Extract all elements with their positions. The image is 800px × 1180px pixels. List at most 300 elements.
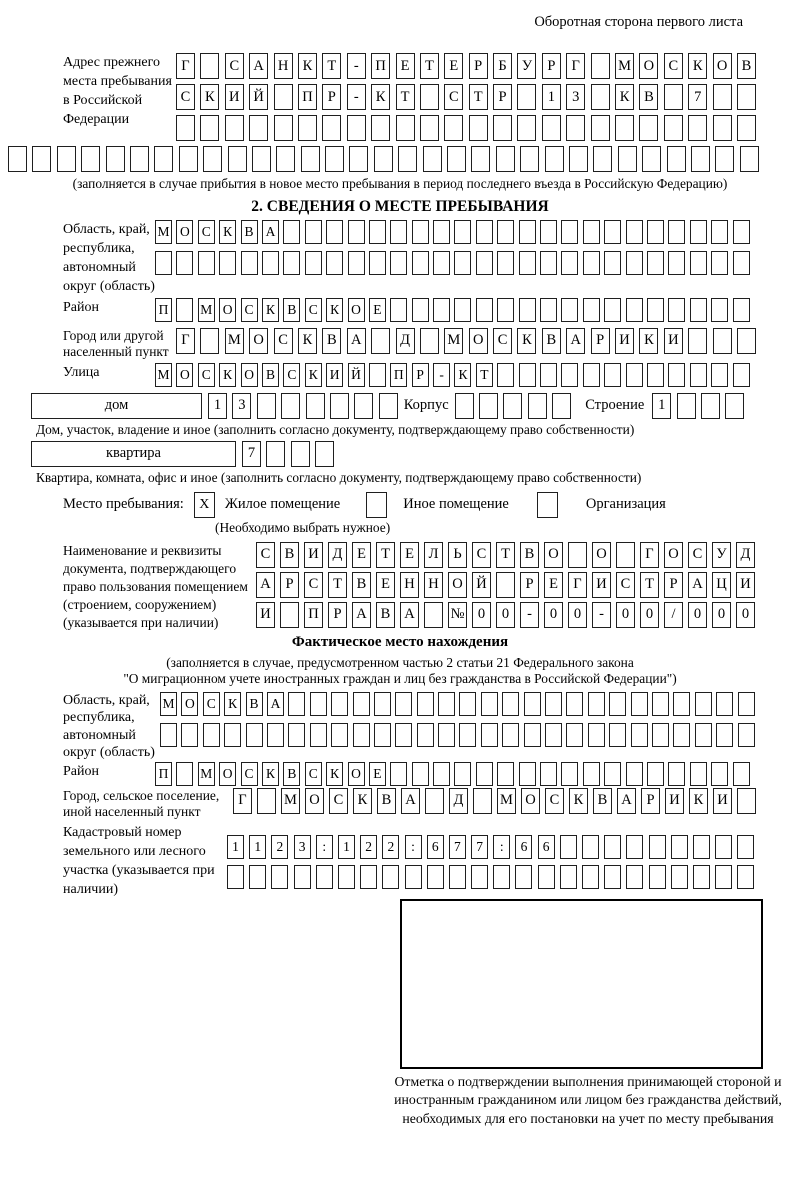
char-cell[interactable]: О bbox=[176, 363, 193, 387]
char-cell[interactable] bbox=[424, 602, 443, 628]
char-cell[interactable]: Т bbox=[476, 363, 493, 387]
char-cell[interactable] bbox=[283, 251, 300, 275]
char-cell[interactable]: К bbox=[298, 53, 317, 79]
char-cell[interactable] bbox=[203, 146, 222, 172]
char-cell[interactable] bbox=[668, 251, 685, 275]
char-cell[interactable] bbox=[542, 115, 561, 141]
char-cell[interactable] bbox=[291, 441, 310, 467]
char-cell[interactable] bbox=[203, 723, 220, 747]
char-cell[interactable] bbox=[298, 115, 317, 141]
char-cell[interactable]: К bbox=[639, 328, 658, 354]
char-cell[interactable]: О bbox=[219, 762, 236, 786]
char-cell[interactable]: И bbox=[665, 788, 684, 814]
char-cell[interactable]: К bbox=[224, 692, 241, 716]
char-cell[interactable] bbox=[667, 146, 686, 172]
char-cell[interactable]: 0 bbox=[616, 602, 635, 628]
char-cell[interactable] bbox=[354, 393, 373, 419]
char-cell[interactable] bbox=[626, 220, 643, 244]
char-cell[interactable]: В bbox=[352, 572, 371, 598]
char-cell[interactable]: И bbox=[592, 572, 611, 598]
char-cell[interactable]: С bbox=[545, 788, 564, 814]
char-cell[interactable] bbox=[715, 865, 732, 889]
char-cell[interactable]: В bbox=[639, 84, 658, 110]
char-cell[interactable] bbox=[331, 692, 348, 716]
char-cell[interactable] bbox=[566, 723, 583, 747]
char-cell[interactable] bbox=[497, 298, 514, 322]
char-cell[interactable] bbox=[310, 692, 327, 716]
char-cell[interactable]: К bbox=[689, 788, 708, 814]
char-cell[interactable]: Т bbox=[469, 84, 488, 110]
char-cell[interactable] bbox=[497, 762, 514, 786]
char-cell[interactable] bbox=[690, 298, 707, 322]
char-cell[interactable] bbox=[459, 692, 476, 716]
char-cell[interactable]: А bbox=[617, 788, 636, 814]
char-cell[interactable]: К bbox=[371, 84, 390, 110]
char-cell[interactable]: С bbox=[304, 572, 323, 598]
char-cell[interactable]: Р bbox=[280, 572, 299, 598]
char-cell[interactable] bbox=[305, 220, 322, 244]
char-cell[interactable] bbox=[276, 146, 295, 172]
char-cell[interactable] bbox=[447, 146, 466, 172]
char-cell[interactable] bbox=[604, 220, 621, 244]
char-cell[interactable]: Н bbox=[400, 572, 419, 598]
char-cell[interactable] bbox=[198, 251, 215, 275]
char-cell[interactable] bbox=[249, 115, 268, 141]
char-cell[interactable] bbox=[371, 115, 390, 141]
char-cell[interactable] bbox=[130, 146, 149, 172]
char-cell[interactable]: Т bbox=[420, 53, 439, 79]
char-cell[interactable] bbox=[668, 298, 685, 322]
char-cell[interactable] bbox=[582, 835, 599, 859]
char-cell[interactable] bbox=[502, 692, 519, 716]
char-cell[interactable] bbox=[476, 298, 493, 322]
char-cell[interactable]: С bbox=[176, 84, 195, 110]
char-cell[interactable]: А bbox=[352, 602, 371, 628]
char-cell[interactable] bbox=[412, 298, 429, 322]
char-cell[interactable]: 2 bbox=[360, 835, 377, 859]
char-cell[interactable]: К bbox=[200, 84, 219, 110]
char-cell[interactable] bbox=[517, 115, 536, 141]
char-cell[interactable] bbox=[713, 328, 732, 354]
char-cell[interactable] bbox=[673, 723, 690, 747]
char-cell[interactable]: 1 bbox=[249, 835, 266, 859]
char-cell[interactable] bbox=[433, 298, 450, 322]
char-cell[interactable] bbox=[417, 692, 434, 716]
char-cell[interactable]: У bbox=[712, 542, 731, 568]
char-cell[interactable] bbox=[583, 762, 600, 786]
char-cell[interactable] bbox=[561, 363, 578, 387]
char-cell[interactable] bbox=[733, 298, 750, 322]
char-cell[interactable] bbox=[588, 723, 605, 747]
char-cell[interactable]: А bbox=[688, 572, 707, 598]
char-cell[interactable]: И bbox=[664, 328, 683, 354]
char-cell[interactable] bbox=[322, 115, 341, 141]
char-cell[interactable] bbox=[664, 115, 683, 141]
char-cell[interactable]: М bbox=[198, 762, 215, 786]
char-cell[interactable] bbox=[454, 220, 471, 244]
char-cell[interactable] bbox=[228, 146, 247, 172]
char-cell[interactable]: С bbox=[225, 53, 244, 79]
char-cell[interactable]: 0 bbox=[568, 602, 587, 628]
char-cell[interactable]: О bbox=[713, 53, 732, 79]
char-cell[interactable]: В bbox=[241, 220, 258, 244]
char-cell[interactable]: 1 bbox=[338, 835, 355, 859]
char-cell[interactable] bbox=[715, 835, 732, 859]
char-cell[interactable] bbox=[520, 146, 539, 172]
char-cell[interactable]: 0 bbox=[712, 602, 731, 628]
char-cell[interactable]: К bbox=[688, 53, 707, 79]
char-cell[interactable] bbox=[262, 251, 279, 275]
char-cell[interactable] bbox=[540, 220, 557, 244]
char-cell[interactable]: И bbox=[225, 84, 244, 110]
char-cell[interactable]: - bbox=[592, 602, 611, 628]
char-cell[interactable] bbox=[479, 393, 498, 419]
char-cell[interactable] bbox=[737, 865, 754, 889]
char-cell[interactable]: Г bbox=[640, 542, 659, 568]
char-cell[interactable] bbox=[471, 146, 490, 172]
char-cell[interactable] bbox=[493, 865, 510, 889]
char-cell[interactable]: К bbox=[326, 298, 343, 322]
char-cell[interactable] bbox=[497, 220, 514, 244]
char-cell[interactable] bbox=[733, 251, 750, 275]
char-cell[interactable] bbox=[476, 220, 493, 244]
char-cell[interactable]: Т bbox=[328, 572, 347, 598]
char-cell[interactable]: 7 bbox=[688, 84, 707, 110]
char-cell[interactable]: 7 bbox=[242, 441, 261, 467]
char-cell[interactable]: 1 bbox=[652, 393, 671, 419]
char-cell[interactable] bbox=[438, 723, 455, 747]
char-cell[interactable]: Й bbox=[348, 363, 365, 387]
char-cell[interactable]: О bbox=[219, 298, 236, 322]
char-cell[interactable]: Р bbox=[469, 53, 488, 79]
char-cell[interactable]: О bbox=[348, 762, 365, 786]
char-cell[interactable]: Т bbox=[640, 572, 659, 598]
char-cell[interactable]: П bbox=[304, 602, 323, 628]
char-cell[interactable] bbox=[604, 835, 621, 859]
char-cell[interactable] bbox=[471, 865, 488, 889]
char-cell[interactable] bbox=[382, 865, 399, 889]
char-cell[interactable]: О bbox=[521, 788, 540, 814]
char-cell[interactable] bbox=[582, 865, 599, 889]
char-cell[interactable]: 6 bbox=[515, 835, 532, 859]
char-cell[interactable] bbox=[274, 84, 293, 110]
char-cell[interactable]: О bbox=[469, 328, 488, 354]
char-cell[interactable]: М bbox=[225, 328, 244, 354]
char-cell[interactable] bbox=[246, 723, 263, 747]
char-cell[interactable] bbox=[701, 393, 720, 419]
char-cell[interactable] bbox=[716, 692, 733, 716]
char-cell[interactable]: И bbox=[713, 788, 732, 814]
char-cell[interactable] bbox=[671, 865, 688, 889]
char-cell[interactable]: Р bbox=[542, 53, 561, 79]
char-cell[interactable]: Т bbox=[376, 542, 395, 568]
char-cell[interactable]: С bbox=[616, 572, 635, 598]
char-cell[interactable] bbox=[591, 53, 610, 79]
char-cell[interactable]: Д bbox=[736, 542, 755, 568]
char-cell[interactable] bbox=[604, 762, 621, 786]
char-cell[interactable] bbox=[473, 788, 492, 814]
char-cell[interactable]: : bbox=[405, 835, 422, 859]
char-cell[interactable] bbox=[737, 84, 756, 110]
char-cell[interactable] bbox=[740, 146, 759, 172]
char-cell[interactable]: П bbox=[390, 363, 407, 387]
char-cell[interactable]: Г bbox=[568, 572, 587, 598]
char-cell[interactable]: Д bbox=[396, 328, 415, 354]
char-cell[interactable]: К bbox=[298, 328, 317, 354]
char-cell[interactable] bbox=[454, 762, 471, 786]
char-cell[interactable] bbox=[519, 762, 536, 786]
char-cell[interactable] bbox=[642, 146, 661, 172]
char-cell[interactable]: С bbox=[664, 53, 683, 79]
char-cell[interactable] bbox=[545, 146, 564, 172]
char-cell[interactable]: И bbox=[256, 602, 275, 628]
char-cell[interactable]: 0 bbox=[688, 602, 707, 628]
char-cell[interactable] bbox=[524, 692, 541, 716]
char-cell[interactable] bbox=[331, 723, 348, 747]
char-cell[interactable] bbox=[561, 251, 578, 275]
char-cell[interactable]: 1 bbox=[227, 835, 244, 859]
char-cell[interactable]: Е bbox=[352, 542, 371, 568]
char-cell[interactable]: Й bbox=[249, 84, 268, 110]
char-cell[interactable]: / bbox=[664, 602, 683, 628]
char-cell[interactable]: Т bbox=[396, 84, 415, 110]
char-cell[interactable]: В bbox=[520, 542, 539, 568]
char-cell[interactable]: С bbox=[203, 692, 220, 716]
char-cell[interactable] bbox=[481, 723, 498, 747]
char-cell[interactable]: Ц bbox=[712, 572, 731, 598]
char-cell[interactable] bbox=[496, 572, 515, 598]
char-cell[interactable] bbox=[348, 220, 365, 244]
char-cell[interactable]: Е bbox=[400, 542, 419, 568]
char-cell[interactable]: К bbox=[615, 84, 634, 110]
char-cell[interactable]: С bbox=[198, 363, 215, 387]
char-cell[interactable] bbox=[280, 602, 299, 628]
char-cell[interactable] bbox=[626, 762, 643, 786]
char-cell[interactable] bbox=[176, 251, 193, 275]
char-cell[interactable]: Р bbox=[520, 572, 539, 598]
char-cell[interactable]: К bbox=[326, 762, 343, 786]
char-cell[interactable] bbox=[540, 251, 557, 275]
char-cell[interactable] bbox=[8, 146, 27, 172]
char-cell[interactable] bbox=[519, 298, 536, 322]
char-cell[interactable]: Е bbox=[369, 298, 386, 322]
char-cell[interactable]: И bbox=[615, 328, 634, 354]
char-cell[interactable] bbox=[690, 251, 707, 275]
char-cell[interactable] bbox=[552, 393, 571, 419]
char-cell[interactable]: В bbox=[283, 298, 300, 322]
char-cell[interactable] bbox=[668, 363, 685, 387]
char-cell[interactable] bbox=[566, 115, 585, 141]
char-cell[interactable]: А bbox=[347, 328, 366, 354]
char-cell[interactable] bbox=[604, 363, 621, 387]
char-cell[interactable]: Р bbox=[322, 84, 341, 110]
char-cell[interactable] bbox=[738, 692, 755, 716]
char-cell[interactable]: С bbox=[444, 84, 463, 110]
char-cell[interactable] bbox=[405, 865, 422, 889]
char-cell[interactable]: А bbox=[262, 220, 279, 244]
char-cell[interactable]: К bbox=[569, 788, 588, 814]
char-cell[interactable] bbox=[301, 146, 320, 172]
char-cell[interactable] bbox=[738, 723, 755, 747]
char-cell[interactable] bbox=[647, 363, 664, 387]
char-cell[interactable] bbox=[528, 393, 547, 419]
char-cell[interactable]: - bbox=[347, 84, 366, 110]
char-cell[interactable] bbox=[647, 762, 664, 786]
char-cell[interactable]: № bbox=[448, 602, 467, 628]
char-cell[interactable]: 6 bbox=[538, 835, 555, 859]
char-cell[interactable] bbox=[591, 84, 610, 110]
char-cell[interactable] bbox=[81, 146, 100, 172]
char-cell[interactable] bbox=[566, 692, 583, 716]
char-cell[interactable]: 0 bbox=[496, 602, 515, 628]
char-cell[interactable]: С bbox=[241, 298, 258, 322]
char-cell[interactable] bbox=[417, 723, 434, 747]
char-cell[interactable]: О bbox=[348, 298, 365, 322]
char-cell[interactable] bbox=[652, 723, 669, 747]
char-cell[interactable]: М bbox=[497, 788, 516, 814]
char-cell[interactable] bbox=[427, 865, 444, 889]
char-cell[interactable]: Р bbox=[664, 572, 683, 598]
char-cell[interactable]: М bbox=[155, 220, 172, 244]
char-cell[interactable]: С bbox=[305, 298, 322, 322]
char-cell[interactable] bbox=[693, 865, 710, 889]
char-cell[interactable] bbox=[591, 115, 610, 141]
char-cell[interactable] bbox=[560, 835, 577, 859]
char-cell[interactable] bbox=[241, 251, 258, 275]
char-cell[interactable]: Ь bbox=[448, 542, 467, 568]
char-cell[interactable] bbox=[497, 363, 514, 387]
char-cell[interactable]: 7 bbox=[449, 835, 466, 859]
char-cell[interactable] bbox=[668, 762, 685, 786]
char-cell[interactable]: 1 bbox=[542, 84, 561, 110]
char-cell[interactable] bbox=[200, 328, 219, 354]
char-cell[interactable]: А bbox=[267, 692, 284, 716]
char-cell[interactable] bbox=[454, 298, 471, 322]
char-cell[interactable] bbox=[626, 298, 643, 322]
char-cell[interactable]: 7 bbox=[471, 835, 488, 859]
char-cell[interactable] bbox=[369, 363, 386, 387]
char-cell[interactable] bbox=[412, 762, 429, 786]
char-cell[interactable] bbox=[444, 115, 463, 141]
char-cell[interactable]: М bbox=[155, 363, 172, 387]
char-cell[interactable] bbox=[725, 393, 744, 419]
char-cell[interactable] bbox=[609, 723, 626, 747]
char-cell[interactable] bbox=[398, 146, 417, 172]
char-cell[interactable]: : bbox=[316, 835, 333, 859]
char-cell[interactable] bbox=[618, 146, 637, 172]
char-cell[interactable]: 0 bbox=[736, 602, 755, 628]
char-cell[interactable] bbox=[395, 692, 412, 716]
char-cell[interactable] bbox=[711, 220, 728, 244]
char-cell[interactable]: К bbox=[219, 363, 236, 387]
char-cell[interactable]: К bbox=[454, 363, 471, 387]
char-cell[interactable] bbox=[647, 220, 664, 244]
char-cell[interactable] bbox=[433, 220, 450, 244]
char-cell[interactable] bbox=[425, 788, 444, 814]
char-cell[interactable] bbox=[176, 298, 193, 322]
char-cell[interactable]: Г bbox=[566, 53, 585, 79]
char-cell[interactable]: О bbox=[176, 220, 193, 244]
char-cell[interactable] bbox=[227, 865, 244, 889]
char-cell[interactable]: Р bbox=[591, 328, 610, 354]
char-cell[interactable]: - bbox=[347, 53, 366, 79]
char-cell[interactable] bbox=[711, 762, 728, 786]
char-cell[interactable] bbox=[713, 115, 732, 141]
char-cell[interactable] bbox=[733, 220, 750, 244]
char-cell[interactable]: Б bbox=[493, 53, 512, 79]
char-cell[interactable] bbox=[32, 146, 51, 172]
char-cell[interactable] bbox=[593, 146, 612, 172]
char-cell[interactable] bbox=[154, 146, 173, 172]
char-cell[interactable] bbox=[200, 115, 219, 141]
char-cell[interactable] bbox=[155, 251, 172, 275]
char-cell[interactable] bbox=[568, 542, 587, 568]
char-cell[interactable] bbox=[423, 146, 442, 172]
char-cell[interactable]: П bbox=[155, 298, 172, 322]
char-cell[interactable]: О bbox=[664, 542, 683, 568]
char-cell[interactable] bbox=[274, 115, 293, 141]
char-cell[interactable] bbox=[353, 692, 370, 716]
char-cell[interactable] bbox=[224, 723, 241, 747]
char-cell[interactable] bbox=[737, 115, 756, 141]
char-cell[interactable] bbox=[438, 692, 455, 716]
char-cell[interactable] bbox=[540, 298, 557, 322]
char-cell[interactable] bbox=[711, 298, 728, 322]
char-cell[interactable] bbox=[540, 762, 557, 786]
char-cell[interactable] bbox=[433, 762, 450, 786]
char-cell[interactable] bbox=[283, 220, 300, 244]
char-cell[interactable] bbox=[737, 835, 754, 859]
char-cell[interactable]: 2 bbox=[382, 835, 399, 859]
char-cell[interactable] bbox=[481, 692, 498, 716]
char-cell[interactable] bbox=[502, 723, 519, 747]
char-cell[interactable]: Р bbox=[641, 788, 660, 814]
char-cell[interactable]: П bbox=[298, 84, 317, 110]
char-cell[interactable] bbox=[179, 146, 198, 172]
char-cell[interactable] bbox=[561, 220, 578, 244]
char-cell[interactable]: К bbox=[305, 363, 322, 387]
char-cell[interactable] bbox=[349, 146, 368, 172]
char-cell[interactable]: О bbox=[181, 692, 198, 716]
char-cell[interactable]: О bbox=[241, 363, 258, 387]
char-cell[interactable]: 3 bbox=[294, 835, 311, 859]
char-cell[interactable] bbox=[257, 788, 276, 814]
char-cell[interactable] bbox=[106, 146, 125, 172]
char-cell[interactable]: 2 bbox=[271, 835, 288, 859]
char-cell[interactable] bbox=[257, 393, 276, 419]
char-cell[interactable]: С bbox=[256, 542, 275, 568]
char-cell[interactable] bbox=[330, 393, 349, 419]
char-cell[interactable]: В bbox=[246, 692, 263, 716]
char-cell[interactable]: В bbox=[377, 788, 396, 814]
char-cell[interactable]: Н bbox=[424, 572, 443, 598]
char-cell[interactable] bbox=[503, 393, 522, 419]
char-cell[interactable] bbox=[524, 723, 541, 747]
char-cell[interactable] bbox=[305, 251, 322, 275]
char-cell[interactable] bbox=[515, 865, 532, 889]
char-cell[interactable] bbox=[315, 441, 334, 467]
char-cell[interactable] bbox=[200, 53, 219, 79]
char-cell[interactable] bbox=[420, 115, 439, 141]
char-cell[interactable] bbox=[390, 298, 407, 322]
char-cell[interactable] bbox=[604, 251, 621, 275]
char-cell[interactable] bbox=[626, 363, 643, 387]
char-cell[interactable]: К bbox=[219, 220, 236, 244]
char-cell[interactable]: : bbox=[493, 835, 510, 859]
char-cell[interactable] bbox=[379, 393, 398, 419]
char-cell[interactable]: К bbox=[517, 328, 536, 354]
char-cell[interactable]: С bbox=[688, 542, 707, 568]
